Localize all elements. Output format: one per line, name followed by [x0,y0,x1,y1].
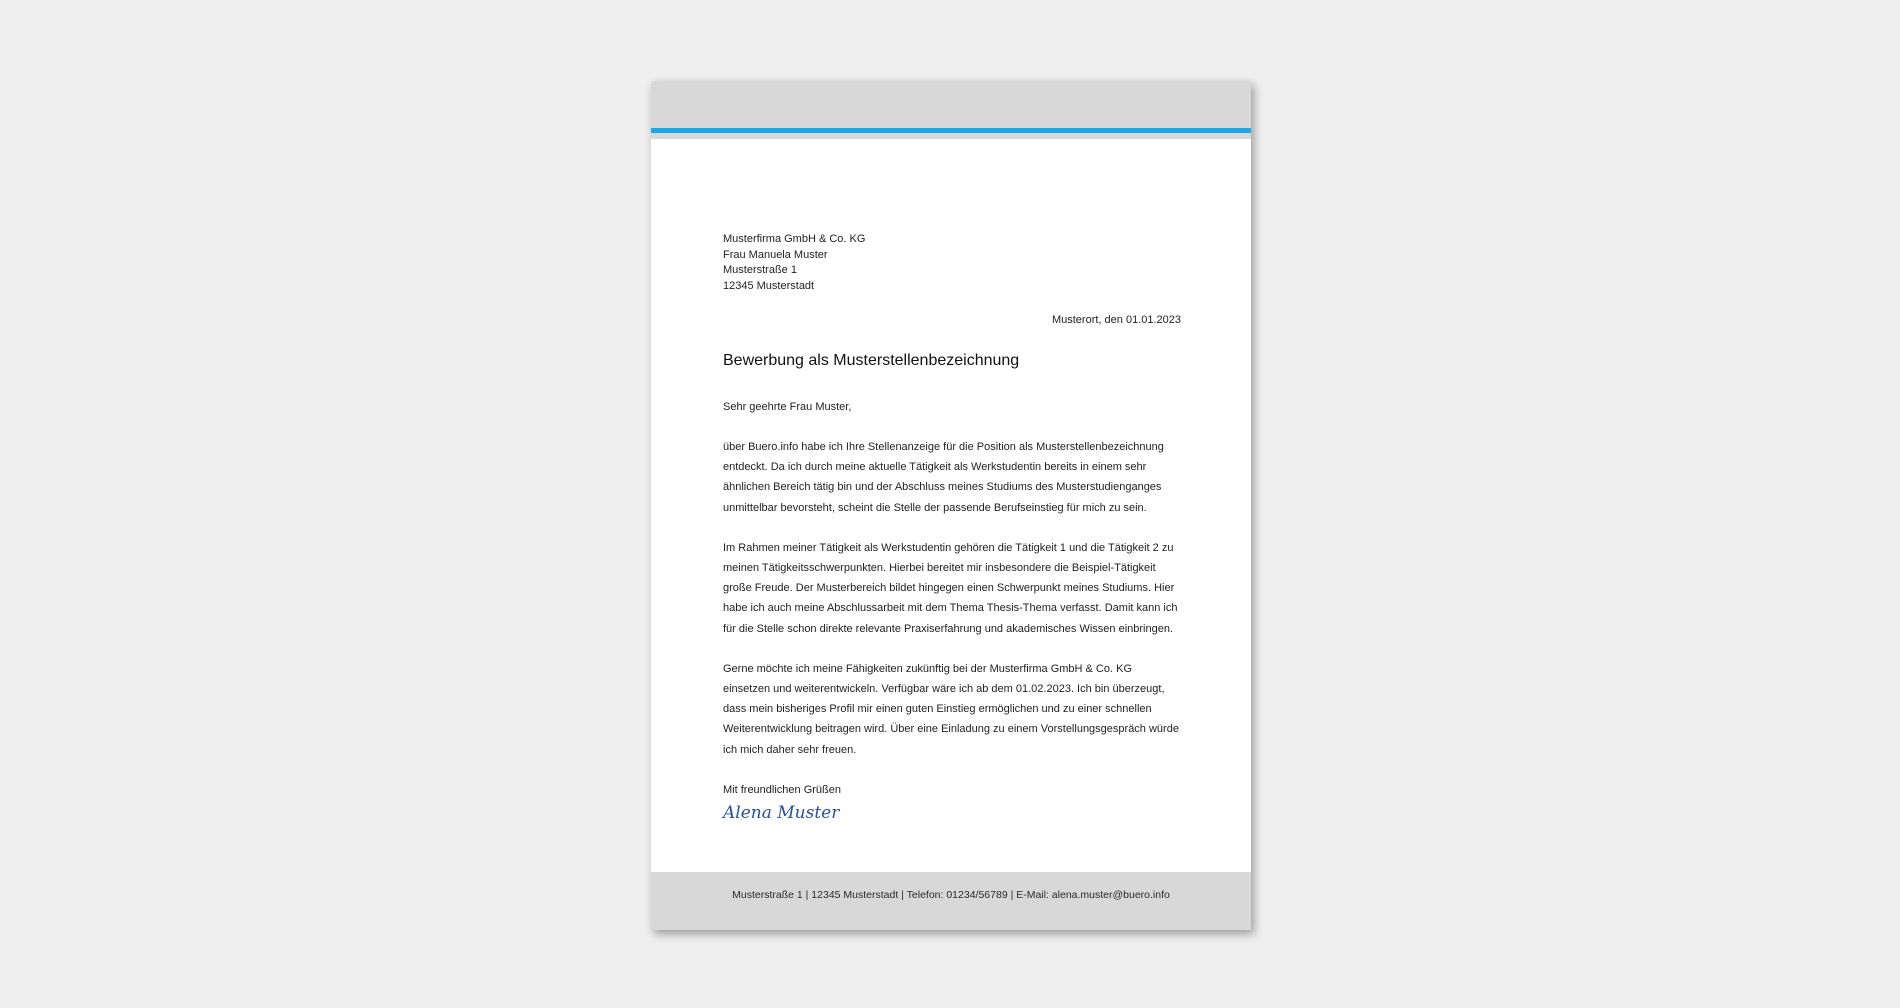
recipient-street: Musterstraße 1 [723,264,797,276]
body-paragraph: Im Rahmen meiner Tätigkeit als Werkstudentin gehören die Tätigkeit 1 und die Tätigkeit 2 zu meinen Tätigkeitsschwerpunkten. Hierbei bereitet mir insbesondere die Beispiel-Tätigkeit große Freude. Der Musterbereich bildet hingegen einen Schwerpunkt meines Studiums. Hier habe ich auch meine Abschlussarbeit mit dem Thema Thesis-Thema verfasst. Damit kann ich für die Stelle schon direkte relevante Praxiserfahrung und akademisches Wissen einbringen. [723,541,1178,635]
recipient-company: Musterfirma GmbH & Co. KG [723,233,866,245]
header-under-band [651,133,1251,139]
body-paragraph: Gerne möchte ich meine Fähigkeiten zukünftig bei der Musterfirma GmbH & Co. KG einsetzen und weiterentwickeln. Verfügbar wäre ich ab dem 01.02.2023. Ich bin überzeugt, dass mein bisheriges Profil mir einen guten Einstieg ermöglichen und zu einer schnellen Weiterentwicklung beitragen wird. Über eine Einladung zu einem Vorstellungsgespräch würde ich mich daher sehr freuen. [723,662,1179,756]
footer-contact-line: Musterstraße 1 | 12345 Musterstadt | Telefon: 01234/56789 | E-Mail: alena.muster@buero.info [732,889,1170,901]
closing-phrase: Mit freundlichen Grüßen [723,783,841,796]
recipient-city: 12345 Musterstadt [723,279,815,292]
letter-subject: Bewerbung als Musterstellenbezeichnung [723,352,1020,369]
salutation: Sehr geehrte Frau Muster, [723,401,852,413]
body-paragraph: über Buero.info habe ich Ihre Stellenanzeige für die Position als Musterstellenbezeichnung entdeckt. Da ich durch meine aktuelle Tätigkeit als Werkstudentin bereits in einem sehr ähnlichen Bereich tätig bin und der Abschluss meines Studiums des Musterstudienganges unmittelbar bevorsteht, scheint die Stelle der passende Berufseinstieg für mich zu sein. [723,441,1164,514]
header-band [651,81,1251,129]
signature: Alena Muster [723,802,840,823]
recipient-address [723,232,1181,294]
footer-band [651,872,1251,930]
letter-page [651,81,1251,930]
letter-content [723,232,1181,824]
recipient-contact: Frau Manuela Muster [723,248,828,261]
date-line: Musterort, den 01.01.2023 [1051,314,1181,326]
